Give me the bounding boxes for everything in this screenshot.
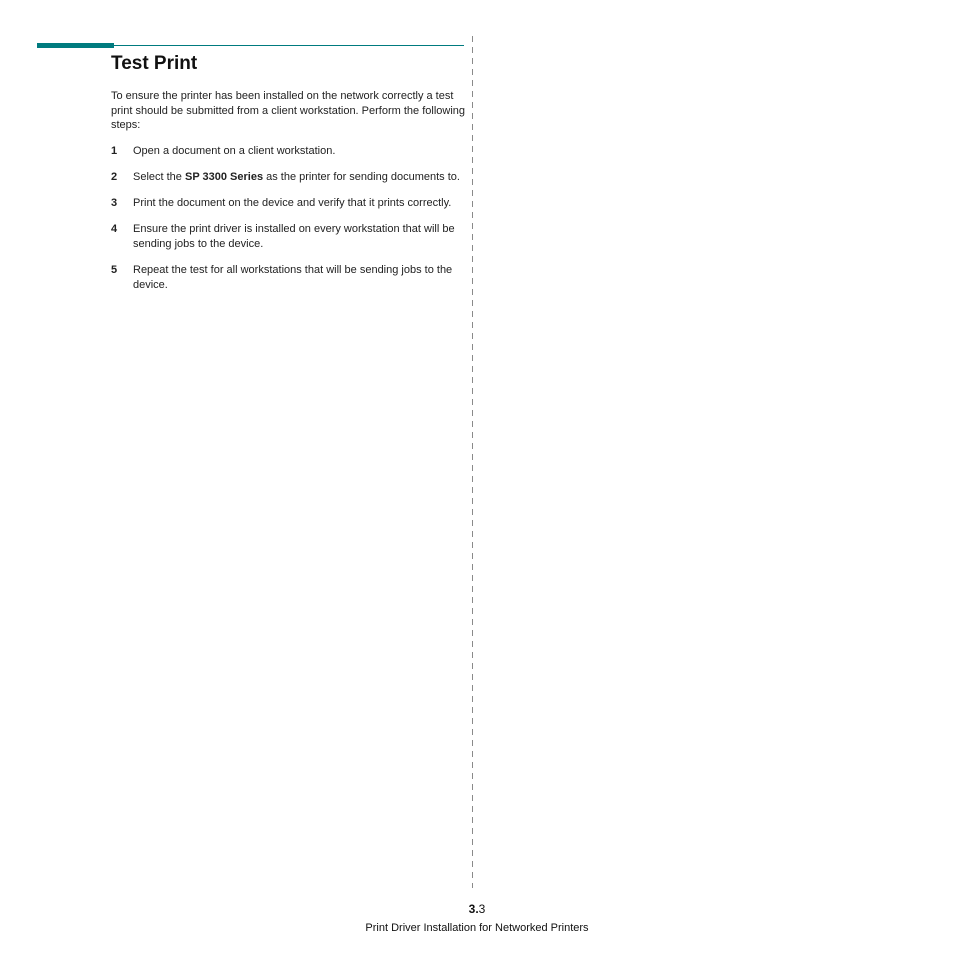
step-text: Open a document on a client workstation. (133, 145, 336, 157)
page-chapter: 3. (468, 902, 479, 916)
step-number: 4 (111, 223, 118, 236)
page-number (0, 902, 954, 916)
step-text-after: as the printer for sending documents to. (263, 171, 460, 184)
step-text: Ensure the print driver is installed on every workstation that will be sending jobs to the device. (133, 223, 455, 250)
header-rule (114, 45, 464, 46)
list-item (111, 263, 471, 292)
list-item (111, 222, 471, 251)
step-number: 5 (111, 263, 118, 276)
intro-paragraph: To ensure the printer has been installed on the network correctly a test print should be submitted from a client workstation. Perform the following steps: (111, 90, 465, 132)
step-text: Repeat the test for all workstations that will be sending jobs to the device. (133, 263, 453, 291)
step-text (133, 171, 460, 183)
step-number: 3 (111, 197, 118, 210)
column-divider (472, 36, 473, 888)
step-number: 2 (111, 171, 118, 184)
steps-list (111, 144, 471, 292)
header-accent-bar (37, 43, 114, 48)
list-item (111, 144, 471, 159)
step-text-before: Select the (133, 171, 185, 184)
page-title: Test Print (111, 53, 198, 74)
printer-model-name: SP 3300 Series (184, 171, 264, 184)
footer-title: Print Driver Installation for Networked Printers (365, 922, 589, 934)
list-item (111, 170, 471, 185)
step-number: 1 (111, 145, 118, 157)
page-index: 3 (478, 902, 486, 916)
list-item (111, 196, 471, 211)
step-text: Print the document on the device and verify that it prints correctly. (133, 197, 452, 210)
